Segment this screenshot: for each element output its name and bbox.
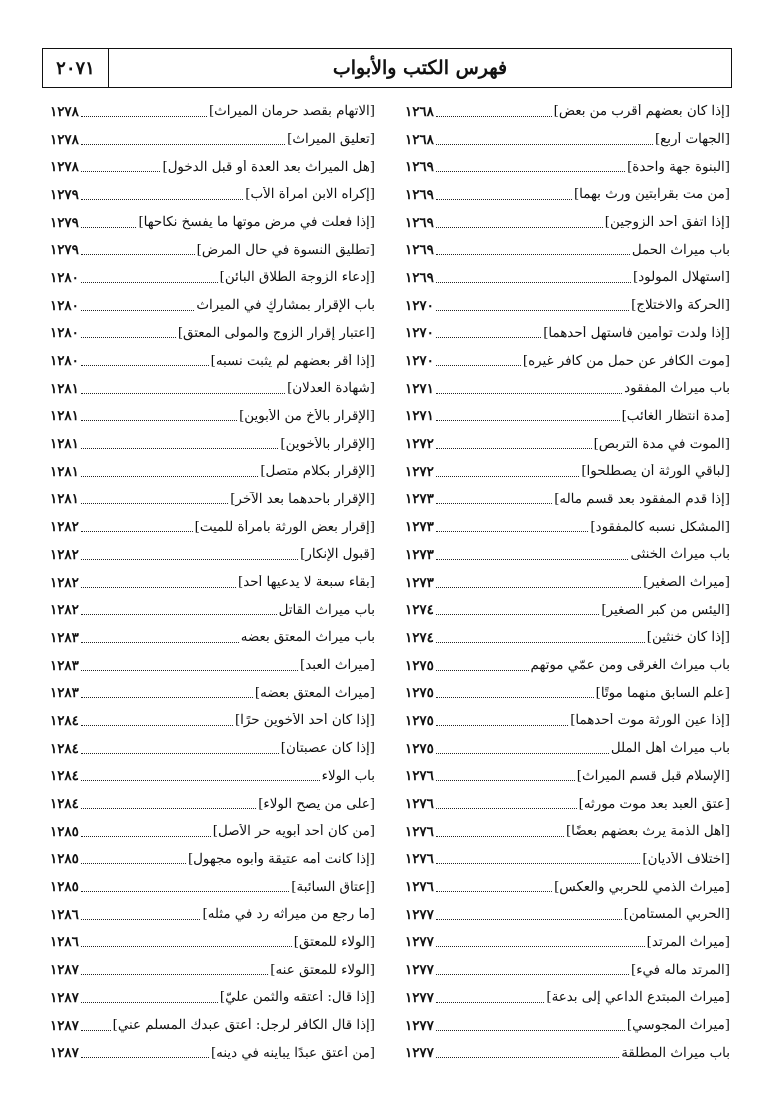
entry-page-number: ١٢٨٢ — [50, 519, 79, 536]
entry-page-number: ١٢٧٧ — [405, 934, 434, 951]
entry-page-number: ١٢٨١ — [50, 408, 79, 425]
entry-page-number: ١٢٨٦ — [50, 934, 79, 951]
dot-leader — [81, 281, 218, 283]
dot-leader — [81, 779, 320, 781]
entry-title: [ميراث الصغير] — [643, 575, 730, 591]
dot-leader — [81, 502, 228, 504]
entry-title: [الإقرار بالأخوين] — [280, 436, 375, 452]
dot-leader — [436, 724, 568, 726]
entry-title: باب ميراث القاتل — [278, 602, 375, 618]
dot-leader — [81, 253, 195, 255]
index-entry — [405, 818, 730, 846]
entry-title: [إذا قال الكافر لرجل: أعتق عبدك المسلم عني] — [112, 1018, 375, 1034]
index-entry — [50, 596, 375, 624]
entry-title: [لباقي الورثة أن يصطلحوا] — [581, 464, 730, 480]
entry-page-number: ١٢٧٧ — [405, 1017, 434, 1034]
entry-page-number: ١٢٧٨ — [50, 103, 79, 120]
index-entry — [405, 513, 730, 541]
entry-page-number: ١٢٨٥ — [50, 851, 79, 868]
entry-page-number: ١٢٧٦ — [405, 796, 434, 813]
index-entry — [50, 236, 375, 264]
index-entry — [405, 320, 730, 348]
entry-title: [المشكل نسبه كالمفقود] — [590, 519, 730, 535]
entry-title: [الإسلام قبل قسم الميراث] — [576, 768, 730, 784]
index-entry — [50, 707, 375, 735]
dot-leader — [436, 530, 589, 532]
index-entry — [405, 763, 730, 791]
entry-page-number: ١٢٨٥ — [50, 879, 79, 896]
index-entry — [50, 403, 375, 431]
entry-page-number: ١٢٨٣ — [50, 685, 79, 702]
entry-page-number: ١٢٨٣ — [50, 657, 79, 674]
index-entry — [50, 1039, 375, 1067]
dot-leader — [81, 447, 279, 449]
entry-title: [إذا أقر بعضهم لم يثبت نسبه] — [210, 353, 375, 369]
entry-page-number: ١٢٧٣ — [405, 574, 434, 591]
entry-page-number: ١٢٧٣ — [405, 546, 434, 563]
entry-page-number: ١٢٨٣ — [50, 629, 79, 646]
entry-title: باب ميراث المفقود — [624, 381, 730, 397]
index-entry — [405, 375, 730, 403]
dot-leader — [436, 696, 594, 698]
dot-leader — [436, 170, 625, 172]
dot-leader — [81, 530, 193, 532]
index-entry — [50, 430, 375, 458]
dot-leader — [81, 115, 207, 117]
dot-leader — [436, 807, 577, 809]
entry-page-number: ١٢٧٥ — [405, 712, 434, 729]
dot-leader — [436, 419, 620, 421]
entry-title: [عتق العبد بعد موت مورثه] — [578, 796, 730, 812]
entry-page-number: ١٢٨٠ — [50, 297, 79, 314]
index-entry — [50, 513, 375, 541]
index-entry — [50, 1012, 375, 1040]
entry-page-number: ١٢٨٧ — [50, 989, 79, 1006]
entry-page-number: ١٢٧٠ — [405, 325, 434, 342]
entry-title: [من أعتق عبدًا يباينه في دينه] — [210, 1045, 375, 1061]
entry-page-number: ١٢٧٤ — [405, 629, 434, 646]
index-entry — [405, 735, 730, 763]
entry-title: [استهلال المولود] — [633, 270, 730, 286]
dot-leader — [436, 835, 564, 837]
dot-leader — [436, 226, 603, 228]
dot-leader — [436, 115, 552, 117]
entry-page-number: ١٢٨٤ — [50, 712, 79, 729]
index-entry — [405, 236, 730, 264]
dot-leader — [436, 1056, 619, 1058]
entry-title: [إذا كان عصبتان] — [280, 741, 375, 757]
index-entry — [50, 652, 375, 680]
dot-leader — [81, 170, 161, 172]
index-entry — [405, 403, 730, 431]
entry-title: [البنوة جهة واحدة] — [627, 159, 730, 175]
index-entry — [50, 458, 375, 486]
entry-page-number: ١٢٦٩ — [405, 214, 434, 231]
entry-title: [إذا كان بعضهم أقرب من بعض] — [553, 104, 730, 120]
index-entry — [405, 292, 730, 320]
entry-title: [قبول الإنكار] — [300, 547, 375, 563]
entry-page-number: ١٢٧٧ — [405, 989, 434, 1006]
entry-title: [على من يصح الولاء] — [258, 796, 375, 812]
entry-page-number: ١٢٨٦ — [50, 906, 79, 923]
index-entry — [405, 956, 730, 984]
entry-title: [الحربي المستأمن] — [623, 907, 730, 923]
dot-leader — [436, 613, 600, 615]
dot-leader — [81, 752, 279, 754]
entry-page-number: ١٢٧٢ — [405, 463, 434, 480]
dot-leader — [81, 945, 292, 947]
dot-leader — [436, 253, 630, 255]
page-number: ٢٠٧١ — [43, 49, 109, 87]
entry-title: [من مت بقرابتين ورث بهما] — [573, 187, 730, 203]
index-entry — [50, 624, 375, 652]
index-entry — [405, 901, 730, 929]
index-entry — [50, 846, 375, 874]
entry-title: [الإقرار بكلام متصل] — [260, 464, 375, 480]
dot-leader — [81, 226, 137, 228]
index-entry — [50, 486, 375, 514]
entry-title: [ميراث المعتق بعضه] — [254, 685, 375, 701]
entry-page-number: ١٢٧٧ — [405, 906, 434, 923]
entry-title: [إقرار بعض الورثة بامرأة للميت] — [194, 519, 375, 535]
entry-page-number: ١٢٨٧ — [50, 1017, 79, 1034]
entry-title: [ميراث المرتد] — [646, 934, 730, 950]
dot-leader — [81, 198, 244, 200]
index-entry — [405, 209, 730, 237]
dot-leader — [436, 890, 552, 892]
dot-leader — [81, 973, 268, 975]
dot-leader — [81, 918, 201, 920]
entry-page-number: ١٢٨١ — [50, 380, 79, 397]
entry-page-number: ١٢٧٢ — [405, 436, 434, 453]
entry-title: [تطليق النسوة في حال المرض] — [196, 242, 375, 258]
index-entry — [405, 153, 730, 181]
entry-title: [الإقرار بالأخ من الأبوين] — [239, 408, 375, 424]
entry-page-number: ١٢٧٣ — [405, 491, 434, 508]
index-entry — [405, 707, 730, 735]
entry-page-number: ١٢٧٥ — [405, 740, 434, 757]
entry-title: [إذا كان خنثين] — [646, 630, 730, 646]
entry-title: باب ميراث الغرقى ومن عمّي موتهم — [530, 658, 730, 674]
index-entry — [405, 679, 730, 707]
entry-title: [ميراث العبد] — [300, 658, 375, 674]
entry-page-number: ١٢٧٥ — [405, 657, 434, 674]
entry-page-number: ١٢٧٧ — [405, 962, 434, 979]
entry-page-number: ١٢٧٧ — [405, 1045, 434, 1062]
dot-leader — [81, 364, 209, 366]
entry-title: [الموت في مدة التربص] — [593, 436, 730, 452]
entry-title: باب ميراث الخنثى — [630, 547, 730, 563]
entry-title: [الحركة والاختلاج] — [631, 298, 730, 314]
dot-leader — [436, 918, 622, 920]
index-entry — [50, 818, 375, 846]
entry-title: [المرتد ماله فيء] — [630, 962, 730, 978]
entry-title: باب الإقرار بمشاركٍ في الميراث — [196, 298, 375, 314]
dot-leader — [436, 364, 521, 366]
index-entry — [405, 347, 730, 375]
entry-title: [شهادة العدلان] — [287, 381, 375, 397]
entry-title: باب ميراث المعتق بعضه — [240, 630, 375, 646]
entry-title: [الاتهام بقصد حرمان الميراث] — [208, 104, 375, 120]
index-entry — [50, 679, 375, 707]
entry-page-number: ١٢٧٦ — [405, 768, 434, 785]
entry-title: [إذا فعلت في مرض موتها ما يفسخ نكاحها] — [138, 215, 375, 231]
dot-leader — [436, 447, 592, 449]
index-entry — [50, 264, 375, 292]
dot-leader — [436, 973, 629, 975]
page-title: فهرس الكتب والأبواب — [332, 57, 508, 79]
entry-title: [إذا عين الورثة موت أحدهما] — [570, 713, 730, 729]
entry-title: باب ميراث الحمل — [631, 242, 730, 258]
entry-title: باب ميراث المطلّقة — [621, 1045, 730, 1061]
entry-page-number: ١٢٨٥ — [50, 823, 79, 840]
index-entry — [50, 984, 375, 1012]
dot-leader — [436, 945, 645, 947]
index-entry — [50, 209, 375, 237]
entry-page-number: ١٢٦٨ — [405, 103, 434, 120]
entry-title: [الإقرار بأحدهما بعد الآخر] — [230, 491, 375, 507]
entry-page-number: ١٢٦٨ — [405, 131, 434, 148]
entry-page-number: ١٢٧٦ — [405, 823, 434, 840]
index-entry — [405, 1012, 730, 1040]
index-column-left — [50, 98, 375, 1067]
dot-leader — [436, 558, 629, 560]
index-entry — [50, 153, 375, 181]
dot-leader — [436, 143, 653, 145]
dot-leader — [436, 862, 641, 864]
index-entry — [50, 763, 375, 791]
index-entry — [405, 1039, 730, 1067]
entry-page-number: ١٢٨٤ — [50, 740, 79, 757]
dot-leader — [81, 1056, 209, 1058]
entry-title: [إذا اتفق أحد الزوجين] — [604, 215, 730, 231]
index-entry — [50, 375, 375, 403]
dot-leader — [81, 336, 176, 338]
dot-leader — [81, 392, 285, 394]
dot-leader — [81, 309, 195, 311]
dot-leader — [436, 502, 552, 504]
entry-title: باب ميراث أهل الملل — [610, 741, 730, 757]
index-entry — [405, 430, 730, 458]
entry-page-number: ١٢٦٩ — [405, 269, 434, 286]
entry-page-number: ١٢٨٢ — [50, 602, 79, 619]
index-entry — [50, 126, 375, 154]
entry-title: [ميراث المبتدع الداعي إلى بدعة] — [546, 990, 730, 1006]
dot-leader — [81, 807, 256, 809]
entry-title: [أهل الذمة يرث بعضهم بعضًا] — [565, 824, 730, 840]
index-entry — [50, 901, 375, 929]
entry-title: [تعليق الميراث] — [287, 132, 375, 148]
entry-page-number: ١٢٧٦ — [405, 851, 434, 868]
index-entry — [405, 984, 730, 1012]
dot-leader — [436, 1029, 625, 1031]
entry-title: [إذا قدم المفقود بعد قسم ماله] — [554, 491, 730, 507]
entry-page-number: ١٢٧١ — [405, 408, 434, 425]
entry-page-number: ١٢٧٥ — [405, 685, 434, 702]
entry-title: [إذا ولدت توأمين فاستهل أحدهما] — [543, 325, 730, 341]
index-entry — [405, 181, 730, 209]
entry-page-number: ١٢٧٩ — [50, 186, 79, 203]
dot-leader — [436, 475, 580, 477]
index-entry — [405, 652, 730, 680]
entry-title: [علم السابق منهما موتًا] — [595, 685, 730, 701]
entry-page-number: ١٢٨٢ — [50, 546, 79, 563]
dot-leader — [81, 641, 239, 643]
entry-page-number: ١٢٨٤ — [50, 768, 79, 785]
entry-page-number: ١٢٦٩ — [405, 242, 434, 259]
entry-page-number: ١٢٨١ — [50, 436, 79, 453]
entry-page-number: ١٢٨٤ — [50, 796, 79, 813]
index-entry — [405, 929, 730, 957]
entry-page-number: ١٢٧٦ — [405, 879, 434, 896]
dot-leader — [436, 309, 629, 311]
dot-leader — [81, 669, 298, 671]
index-entry — [405, 126, 730, 154]
dot-leader — [81, 724, 233, 726]
index-entry — [405, 98, 730, 126]
entry-title: [اختلاف الأديان] — [642, 851, 730, 867]
dot-leader — [81, 613, 277, 615]
entry-title: [من كان أحد أبويه حر الأصل] — [212, 824, 375, 840]
entry-title: [إدعاء الزوجة الطلاق البائن] — [219, 270, 375, 286]
dot-leader — [81, 143, 285, 145]
entry-title: [إكراه الابن امرأة الأب] — [245, 187, 375, 203]
dot-leader — [81, 835, 211, 837]
dot-leader — [81, 558, 298, 560]
index-entry — [50, 347, 375, 375]
entry-page-number: ١٢٧٩ — [50, 242, 79, 259]
index-entry — [50, 735, 375, 763]
entry-title: باب الولاء — [321, 768, 375, 784]
index-entry — [50, 292, 375, 320]
dot-leader — [436, 198, 572, 200]
index-entry — [405, 873, 730, 901]
entry-page-number: ١٢٧٨ — [50, 131, 79, 148]
entry-page-number: ١٢٧٣ — [405, 519, 434, 536]
dot-leader — [81, 475, 259, 477]
dot-leader — [436, 752, 609, 754]
index-entry — [50, 569, 375, 597]
entry-page-number: ١٢٨١ — [50, 463, 79, 480]
index-entry — [405, 541, 730, 569]
entry-page-number: ١٢٧٨ — [50, 159, 79, 176]
index-entry — [50, 790, 375, 818]
entry-page-number: ١٢٨٠ — [50, 269, 79, 286]
entry-page-number: ١٢٧٤ — [405, 602, 434, 619]
index-entry — [50, 541, 375, 569]
dot-leader — [81, 419, 237, 421]
index-column-right — [405, 98, 730, 1067]
index-entry — [50, 320, 375, 348]
entry-title: [الجهات أربع] — [654, 132, 730, 148]
dot-leader — [436, 586, 641, 588]
dot-leader — [436, 336, 541, 338]
entry-title: [ميراث المجوسي] — [626, 1018, 730, 1034]
entry-page-number: ١٢٨٧ — [50, 1045, 79, 1062]
index-entry — [50, 929, 375, 957]
entry-title: [الولاء للمعتق] — [293, 934, 375, 950]
dot-leader — [436, 281, 631, 283]
dot-leader — [81, 696, 253, 698]
entry-page-number: ١٢٧٠ — [405, 297, 434, 314]
entry-page-number: ١٢٨٠ — [50, 353, 79, 370]
entry-title: [إعتاق السائبة] — [291, 879, 375, 895]
entry-title: [الولاء للمعتق عنه] — [270, 962, 375, 978]
dot-leader — [81, 1029, 111, 1031]
index-entry — [405, 596, 730, 624]
entry-page-number: ١٢٧٩ — [50, 214, 79, 231]
entry-title: [اليئس من كبر الصغير] — [601, 602, 730, 618]
entry-page-number: ١٢٧١ — [405, 380, 434, 397]
entry-page-number: ١٢٨١ — [50, 491, 79, 508]
entry-page-number: ١٢٦٩ — [405, 159, 434, 176]
dot-leader — [436, 641, 645, 643]
entry-title: [بقاء سبعة لا يدعيها أحد] — [238, 575, 375, 591]
index-entry — [405, 264, 730, 292]
index-entry — [50, 181, 375, 209]
dot-leader — [81, 862, 186, 864]
dot-leader — [81, 890, 290, 892]
entry-title: [هل الميراث بعد العدة أو قبل الدخول] — [162, 159, 375, 175]
entry-page-number: ١٢٨٢ — [50, 574, 79, 591]
dot-leader — [436, 1001, 545, 1003]
index-entry — [50, 873, 375, 901]
entry-title: [اعتبار إقرار الزوج والمولى المعتق] — [177, 325, 375, 341]
page-header — [42, 48, 732, 88]
entry-page-number: ١٢٧٠ — [405, 353, 434, 370]
entry-title: [ميراث الذمي للحربي والعكس] — [554, 879, 730, 895]
index-entry — [405, 486, 730, 514]
entry-title: [مدة انتظار الغائب] — [621, 408, 730, 424]
index-entry — [405, 458, 730, 486]
entry-title: [إذا كانت أمه عتيقة وأبوه مجهول] — [187, 851, 375, 867]
dot-leader — [436, 669, 529, 671]
dot-leader — [81, 1001, 218, 1003]
entry-title: [موت الكافر عن حمل من كافر غيره] — [522, 353, 730, 369]
entry-title: [إذا قال: أعتقه والثمن عليّ] — [219, 990, 375, 1006]
dot-leader — [436, 779, 575, 781]
entry-page-number: ١٢٨٧ — [50, 962, 79, 979]
entry-page-number: ١٢٦٩ — [405, 186, 434, 203]
index-entry — [405, 846, 730, 874]
entry-page-number: ١٢٨٠ — [50, 325, 79, 342]
index-entry — [50, 98, 375, 126]
dot-leader — [81, 586, 236, 588]
index-entry — [405, 569, 730, 597]
index-entry — [50, 956, 375, 984]
index-entry — [405, 790, 730, 818]
entry-title: [إذا كان أحد الأخوين حرًا] — [234, 713, 375, 729]
dot-leader — [436, 392, 622, 394]
index-entry — [405, 624, 730, 652]
entry-title: [ما رجع من ميراثه رد في مثله] — [202, 907, 375, 923]
